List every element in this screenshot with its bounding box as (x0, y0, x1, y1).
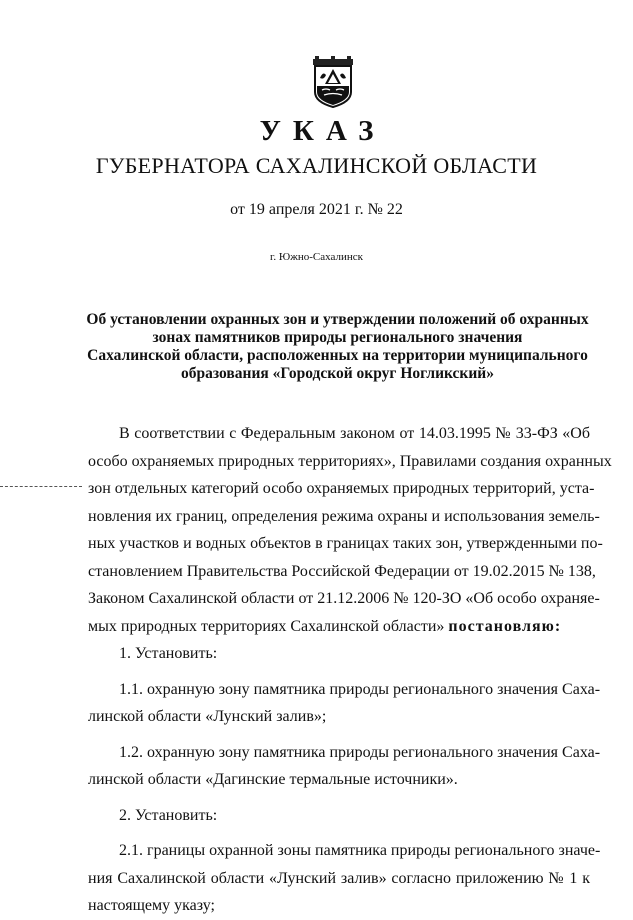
item-1: 1. Установить: (119, 645, 218, 662)
coat-of-arms-emblem (312, 56, 354, 108)
item-1-1-line: линской области «Лунский залив»; (88, 708, 327, 725)
preamble-end: мых природных территориях Сахалинской области» (88, 617, 445, 635)
body-line: зон отдельных категорий особо охраняемых природных территорий, уста- (88, 480, 595, 497)
heading-line: Сахалинской области, расположенных на территории муниципального (87, 347, 588, 364)
body-line: ных участков и водных объектов в границах таких зон, утвержденными по- (88, 535, 603, 552)
heading-line: образования «Городской округ Ногликский» (181, 365, 494, 382)
item-1-2-line: 1.2. охранную зону памятника природы регионального значения Саха- (119, 743, 601, 761)
item-2-1-line: ния Сахалинской области «Лунский залив» согласно приложению № 1 к (88, 869, 590, 887)
decree-heading (80, 311, 595, 383)
body-line-final (88, 613, 590, 641)
decree-body (88, 420, 612, 920)
item-1-1-line: 1.1. охранную зону памятника природы регионального значения Саха- (119, 680, 601, 698)
item-2-1-line: 2.1. границы охранной зоны памятника природы регионального значе- (119, 842, 601, 859)
document-title: УКАЗ (259, 115, 386, 147)
body-line: становлением Правительства Российской Федерации от 19.02.2015 № 138, (88, 562, 596, 580)
decree-date-number: от 19 апреля 2021 г. № 22 (230, 201, 403, 218)
issue-city: г. Южно-Сахалинск (270, 251, 363, 263)
item-2-1-line: настоящему указу; (88, 897, 215, 914)
body-line: В соответствии с Федеральным законом от 14.03.1995 № 33-ФЗ «Об (119, 425, 590, 442)
heading-line: зонах памятников природы регионального значения (152, 329, 523, 346)
body-line: новления их границ, определения режима охраны и использования земель- (88, 507, 600, 525)
item-1-2-line: линской области «Дагинские термальные источники». (88, 771, 458, 788)
margin-dash-line (0, 486, 82, 487)
item-2: 2. Установить: (119, 806, 218, 824)
decree-word: постановляю: (448, 617, 562, 635)
body-line: Законом Сахалинской области от 21.12.2006 № 120-ЗО «Об особо охраняе- (88, 590, 600, 607)
heading-line: Об установлении охранных зон и утверждении положений об охранных (86, 311, 589, 328)
issuer-title: ГУБЕРНАТОРА САХАЛИНСКОЙ ОБЛАСТИ (95, 153, 538, 178)
body-line: особо охраняемых природных территориях», Правилами создания охранных (88, 452, 612, 470)
